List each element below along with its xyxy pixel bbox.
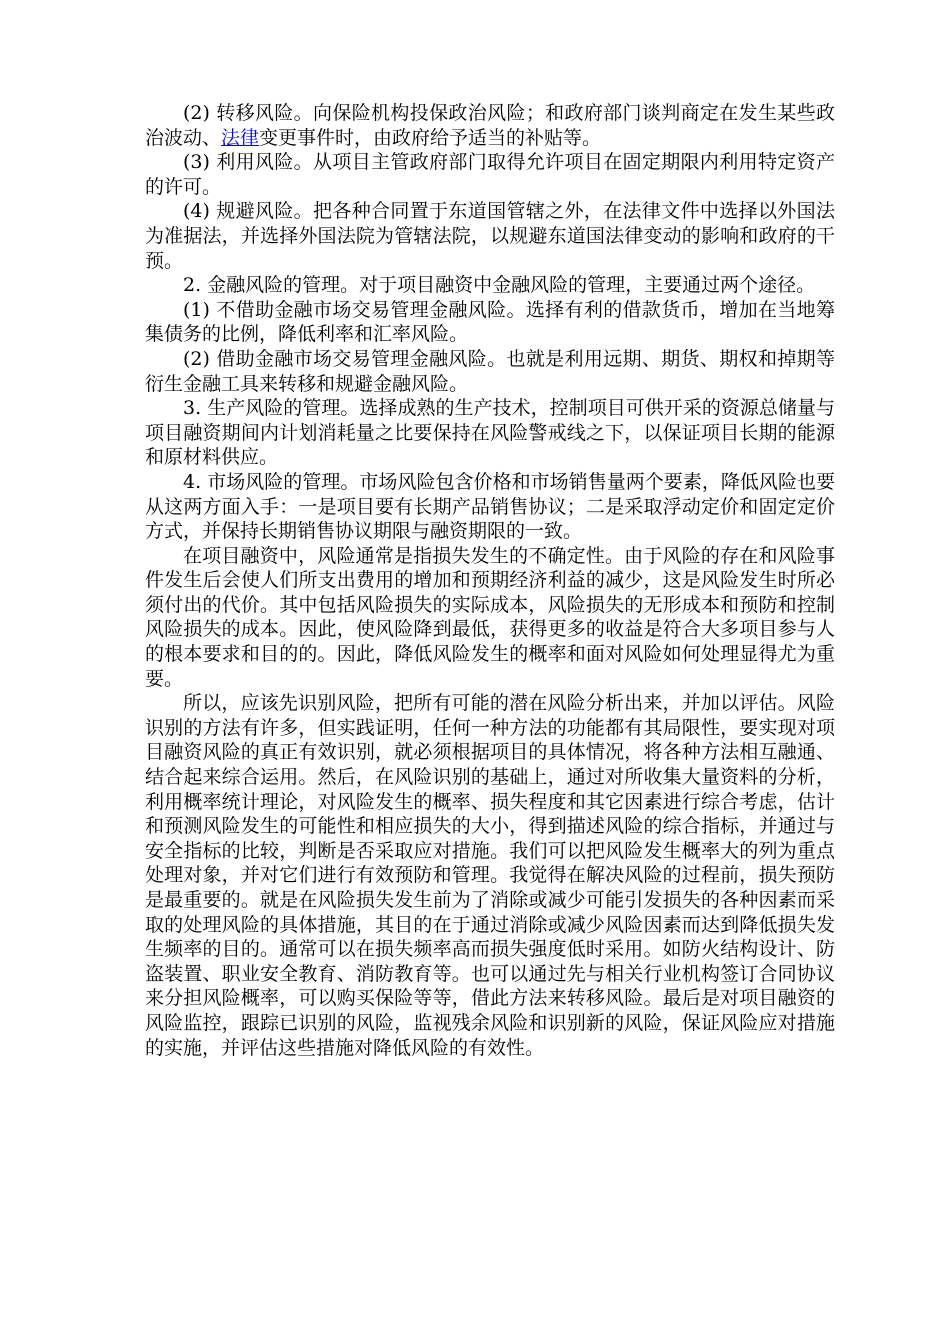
document-body [145, 101, 835, 1060]
paragraph-market-risk: 4. 市场风险的管理。市场风险包含价格和市场销售量两个要素，降低风险也要从这两方面入手：一是项目要有长期产品销售协议；二是采取浮动定价和固定定价方式，并保持长期销售协议期限与融资期限的一致。 [145, 470, 835, 543]
paragraph-financial-risk: 2. 金融风险的管理。对于项目融资中金融风险的管理，主要通过两个途径。 [183, 274, 816, 297]
paragraph-utilize-risk: (3) 利用风险。从项目主管政府部门取得允许项目在固定期限内利用特定资产的许可。 [145, 151, 835, 198]
paragraph-text: (2) 转移风险。向保险机构投保政治风险；和政府部门谈判商定在发生某些政治波动、 [145, 102, 835, 149]
paragraph-avoid-risk: (4) 规避风险。把各种合同置于东道国管辖之外，在法律文件中选择以外国法为准据法，并选择外国法院为管辖法院，以规避东道国法律变动的影响和政府的干预。 [145, 200, 835, 272]
paragraph-non-market-financial: (1) 不借助金融市场交易管理金融风险。选择有利的借款货币，增加在当地筹集债务的比例，降低利率和汇率风险。 [145, 298, 835, 346]
law-link[interactable]: 法律 [221, 126, 260, 149]
paragraph-risk-definition: 在项目融资中，风险通常是指损失发生的不确定性。由于风险的存在和风险事件发生后会使人们所支出费用的增加和预期经济利益的减少，这是风险发生时所必须付出的代价。其中包括风险损失的实际成本，风险损失的无形成本和预防和控制风险损失的成本。因此，使风险降到最低，获得更多的收益是符合大多项目参与人的根本要求和目的的。因此，降低风险发生的概率和面对风险如何处理显得尤为重要。 [145, 544, 835, 690]
paragraph-transfer-risk [145, 101, 835, 150]
paragraph-market-financial: (2) 借助金融市场交易管理金融风险。也就是利用远期、期货、期权和掉期等衍生金融工具来转移和规避金融风险。 [145, 347, 835, 395]
paragraph-production-risk: 3. 生产风险的管理。选择成熟的生产技术，控制项目可供开采的资源总储量与项目融资期间内计划消耗量之比要保持在风险警戒线之下，以保证项目长期的能源和原材料供应。 [145, 397, 835, 469]
paragraph-risk-identification: 所以，应该先识别风险，把所有可能的潜在风险分析出来，并加以评估。风险识别的方法有许多，但实践证明，任何一种方法的功能都有其局限性，要实现对项目融资风险的真正有效识别，就必须根据项目的具体情况，将各种方法相互融通、结合起来综合运用。然后，在风险识别的基础上，通过对所收集大量资料的分析，利用概率统计理论，对风险发生的概率、损失程度和其它因素进行综合考虑，估计和预测风险发生的可能性和相应损失的大小，得到描述风险的综合指标，并通过与安全指标的比较，判断是否采取应对措施。我们可以把风险发生概率大的列为重点处理对象，并对它们进行有效预防和管理。我觉得在解决风险的过程前，损失预防是最重要的。就是在风险损失发生前为了消除或减少可能引发损失的各种因素而采取的处理风险的具体措施，其目的在于通过消除或减少风险因素而达到降低损失发生频率的目的。通常可以在损失频率高而损失强度低时采用。如防火结构设计、防盗装置、职业安全教育、消防教育等。也可以通过先与相关行业机构签订合同协议来分担风险概率，可以购买保险等等，借此方法来转移风险。最后是对项目融资的风险监控，跟踪已识别的风险，监视残余风险和识别新的风险，保证风险应对措施的实施，并评估这些措施对降低风险的有效性。 [145, 692, 835, 1059]
paragraph-text: 变更事件时，由政府给予适当的补贴等。 [259, 126, 602, 149]
